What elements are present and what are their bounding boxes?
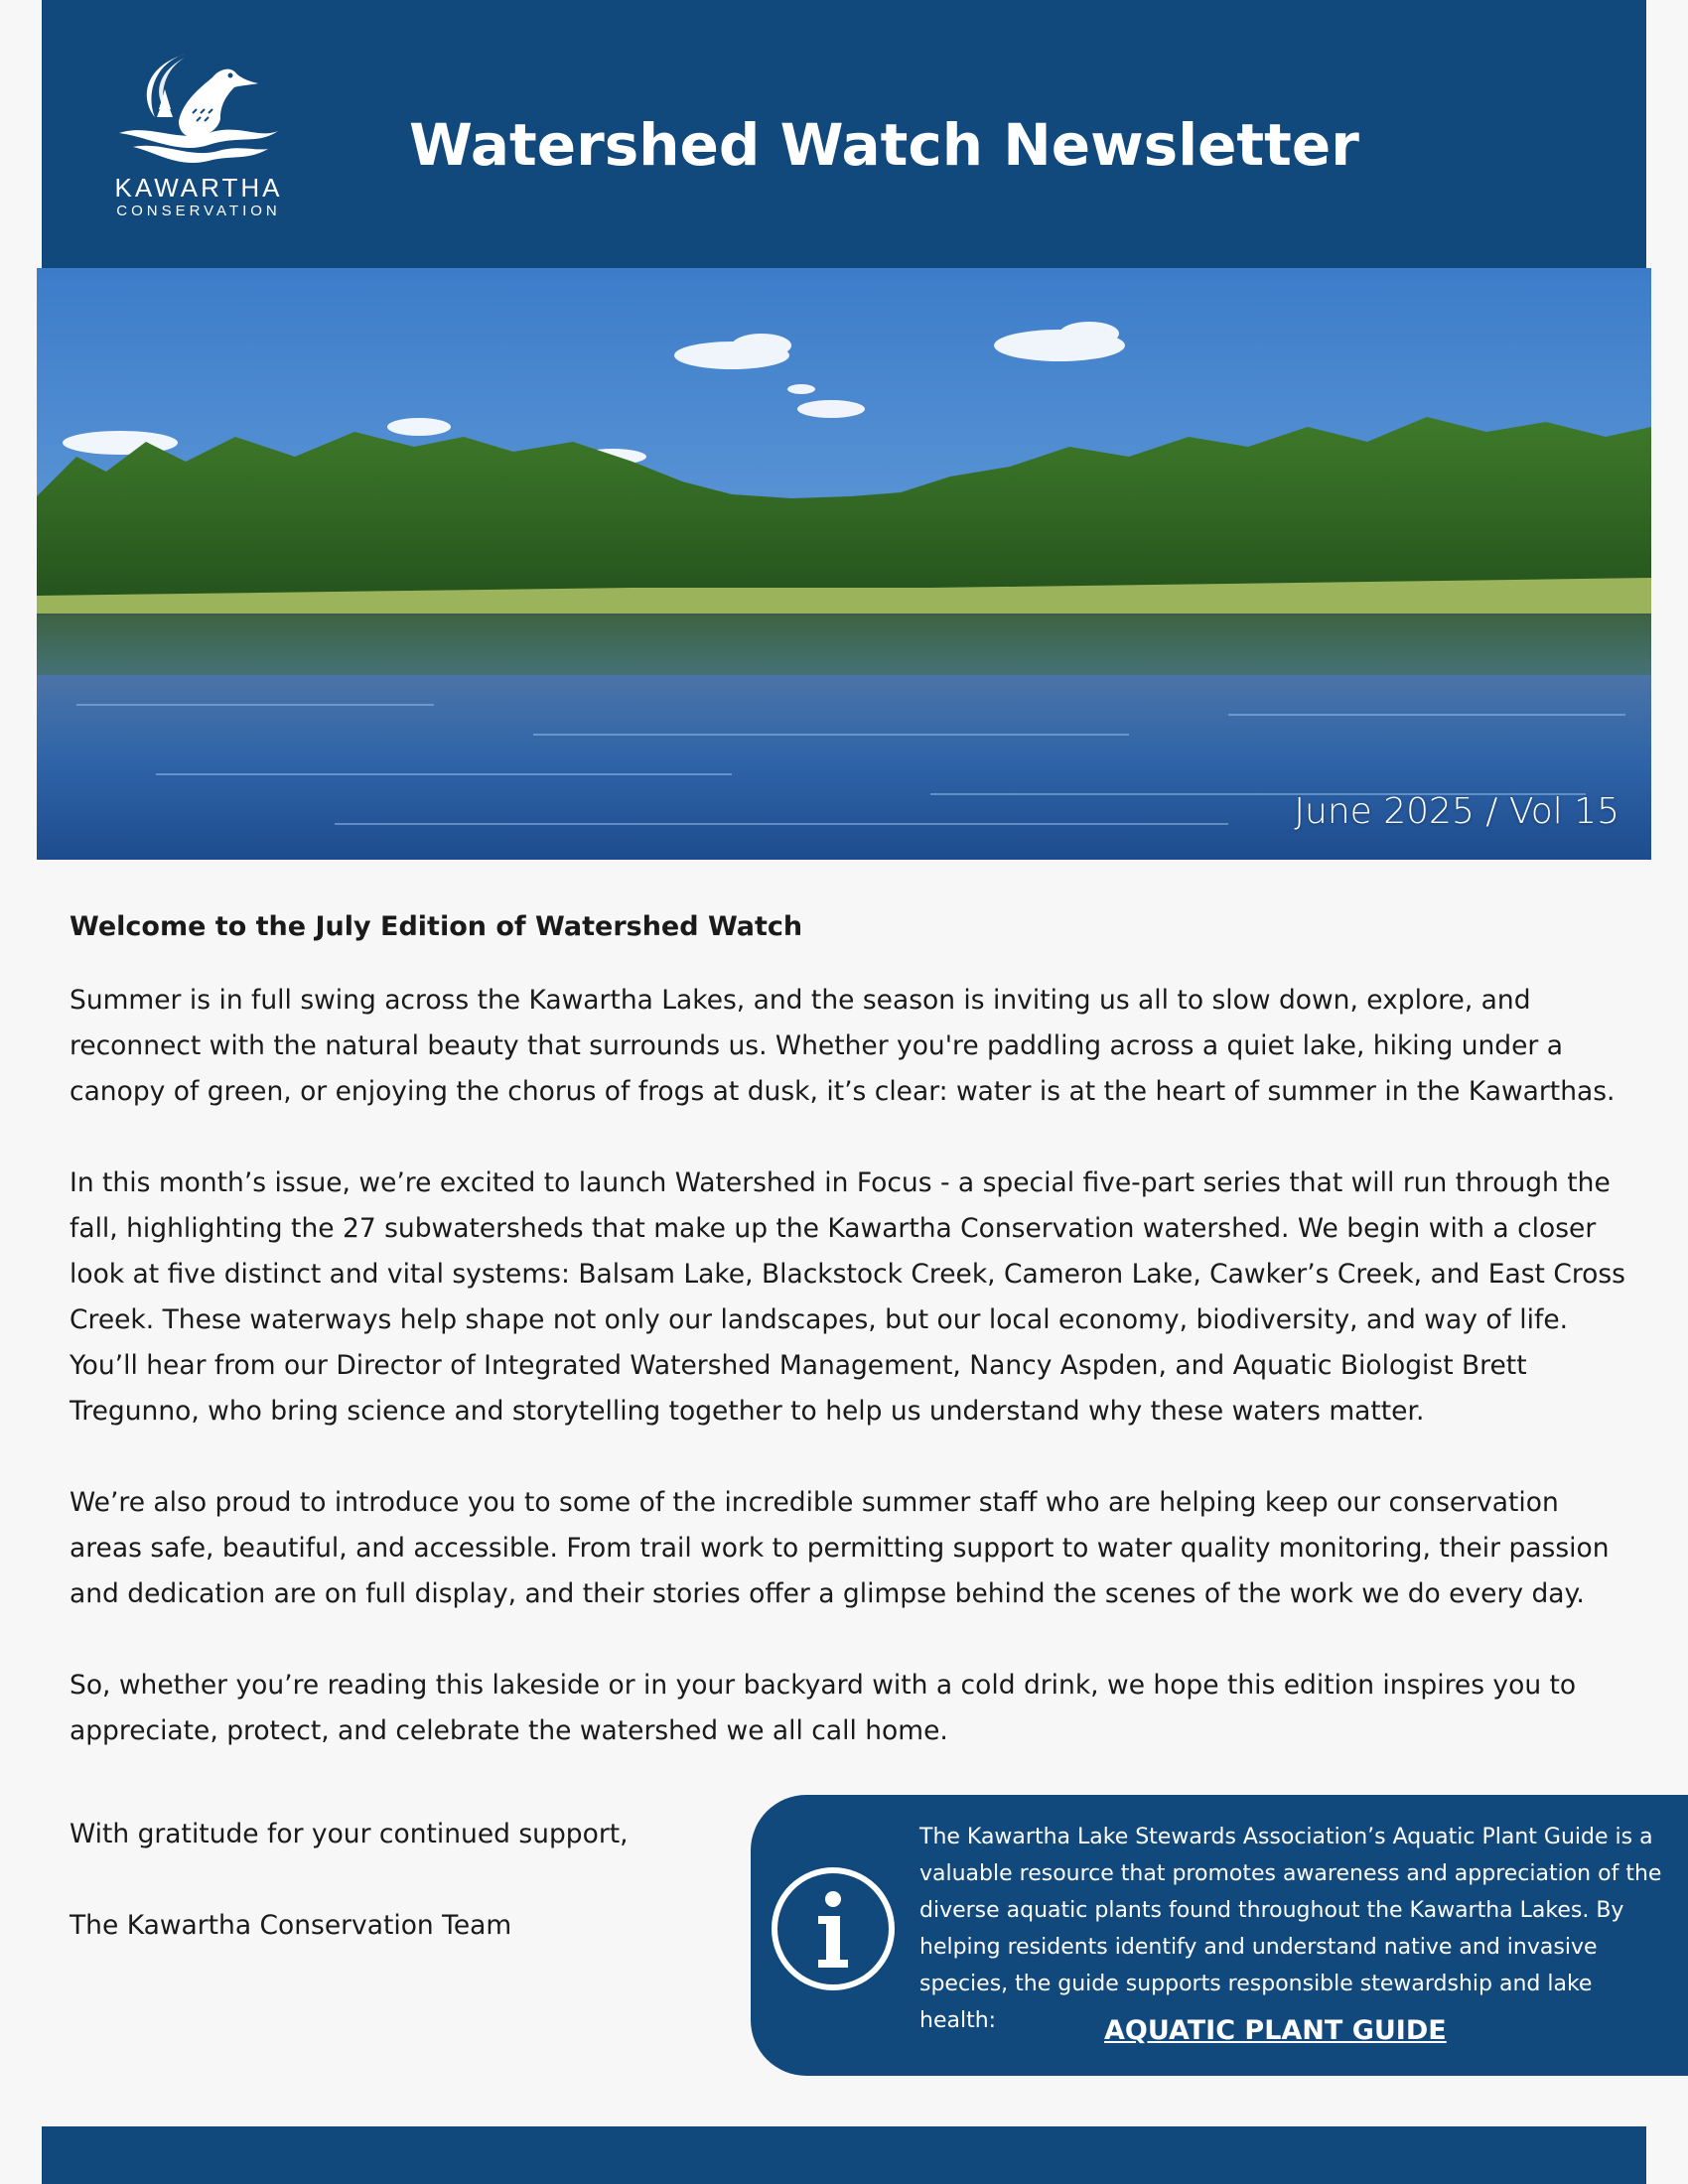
- hero-image: [37, 268, 1651, 860]
- logo-wordmark: KAWARTHA: [114, 173, 283, 203]
- info-icon: [769, 1864, 898, 1993]
- callout-description: The Kawartha Lake Stewards Association’s Aquatic Plant Guide is a valuable resource that promotes awareness and appreciation of the diverse aquatic plants found throughout the Kawartha Lakes. By helping residents identify and understand native and invasive species, the guide supports responsible stewardship and lake health:: [919, 1825, 1662, 2033]
- loon-logo-icon: [109, 48, 288, 172]
- lake-landscape-image: [37, 268, 1651, 860]
- aquatic-plant-guide-callout: [751, 1795, 1688, 2076]
- paragraph-closing: So, whether you’re reading this lakeside or in your backyard with a cold drink, we hope this edition inspires you to appreciate, protect, and celebrate the watershed we all call home.: [70, 1670, 1577, 1746]
- signoff-text: With gratitude for your continued support,: [70, 1819, 629, 1849]
- kawartha-conservation-logo: [99, 48, 298, 226]
- paragraph-summer-staff: We’re also proud to introduce you to some of the incredible summer staff who are helping keep our conservation areas safe, beautiful, and accessible. From trail work to permitting support to water quality monitoring, their passion and dedication are on full display, and their stories offer a glimpse behind the scenes of the work we do every day.: [70, 1487, 1610, 1609]
- newsletter-title: Watershed Watch Newsletter: [409, 111, 1359, 179]
- signature-text: The Kawartha Conservation Team: [70, 1910, 512, 1941]
- issue-date-caption: June 2025 / Vol 15: [1294, 791, 1619, 832]
- aquatic-plant-guide-link[interactable]: AQUATIC PLANT GUIDE: [1104, 2015, 1447, 2046]
- footer-bar: [42, 2126, 1646, 2184]
- newsletter-header: [42, 0, 1646, 268]
- paragraph-intro: Summer is in full swing across the Kawartha Lakes, and the season is inviting us all to slow down, explore, and reconnect with the natural beauty that surrounds us. Whether you're paddling across a quiet lake, hiking under a canopy of green, or enjoying the chorus of frogs at dusk, it’s clear: water is at the heart of summer in the Kawarthas.: [70, 985, 1616, 1107]
- paragraph-watershed-in-focus: In this month’s issue, we’re excited to launch Watershed in Focus - a special five-part series that will run through the fall, highlighting the 27 subwatersheds that make up the Kawartha Conservation watershed. We begin with a closer look at five distinct and vital systems: Balsam Lake, Blackstock Creek, Cameron Lake, Cawker’s Creek, and East Cross Creek. These waterways help shape not only our landscapes, but our local economy, biodiversity, and way of life. You’ll hear from our Director of Integrated Watershed Management, Nancy Aspden, and Aquatic Biologist Brett Tregunno, who bring science and storytelling together to help us understand why these waters matter.: [70, 1167, 1625, 1427]
- article-body: [70, 911, 1638, 1800]
- welcome-heading: Welcome to the July Edition of Watershed Watch: [70, 911, 803, 942]
- logo-subtitle: CONSERVATION: [116, 203, 281, 219]
